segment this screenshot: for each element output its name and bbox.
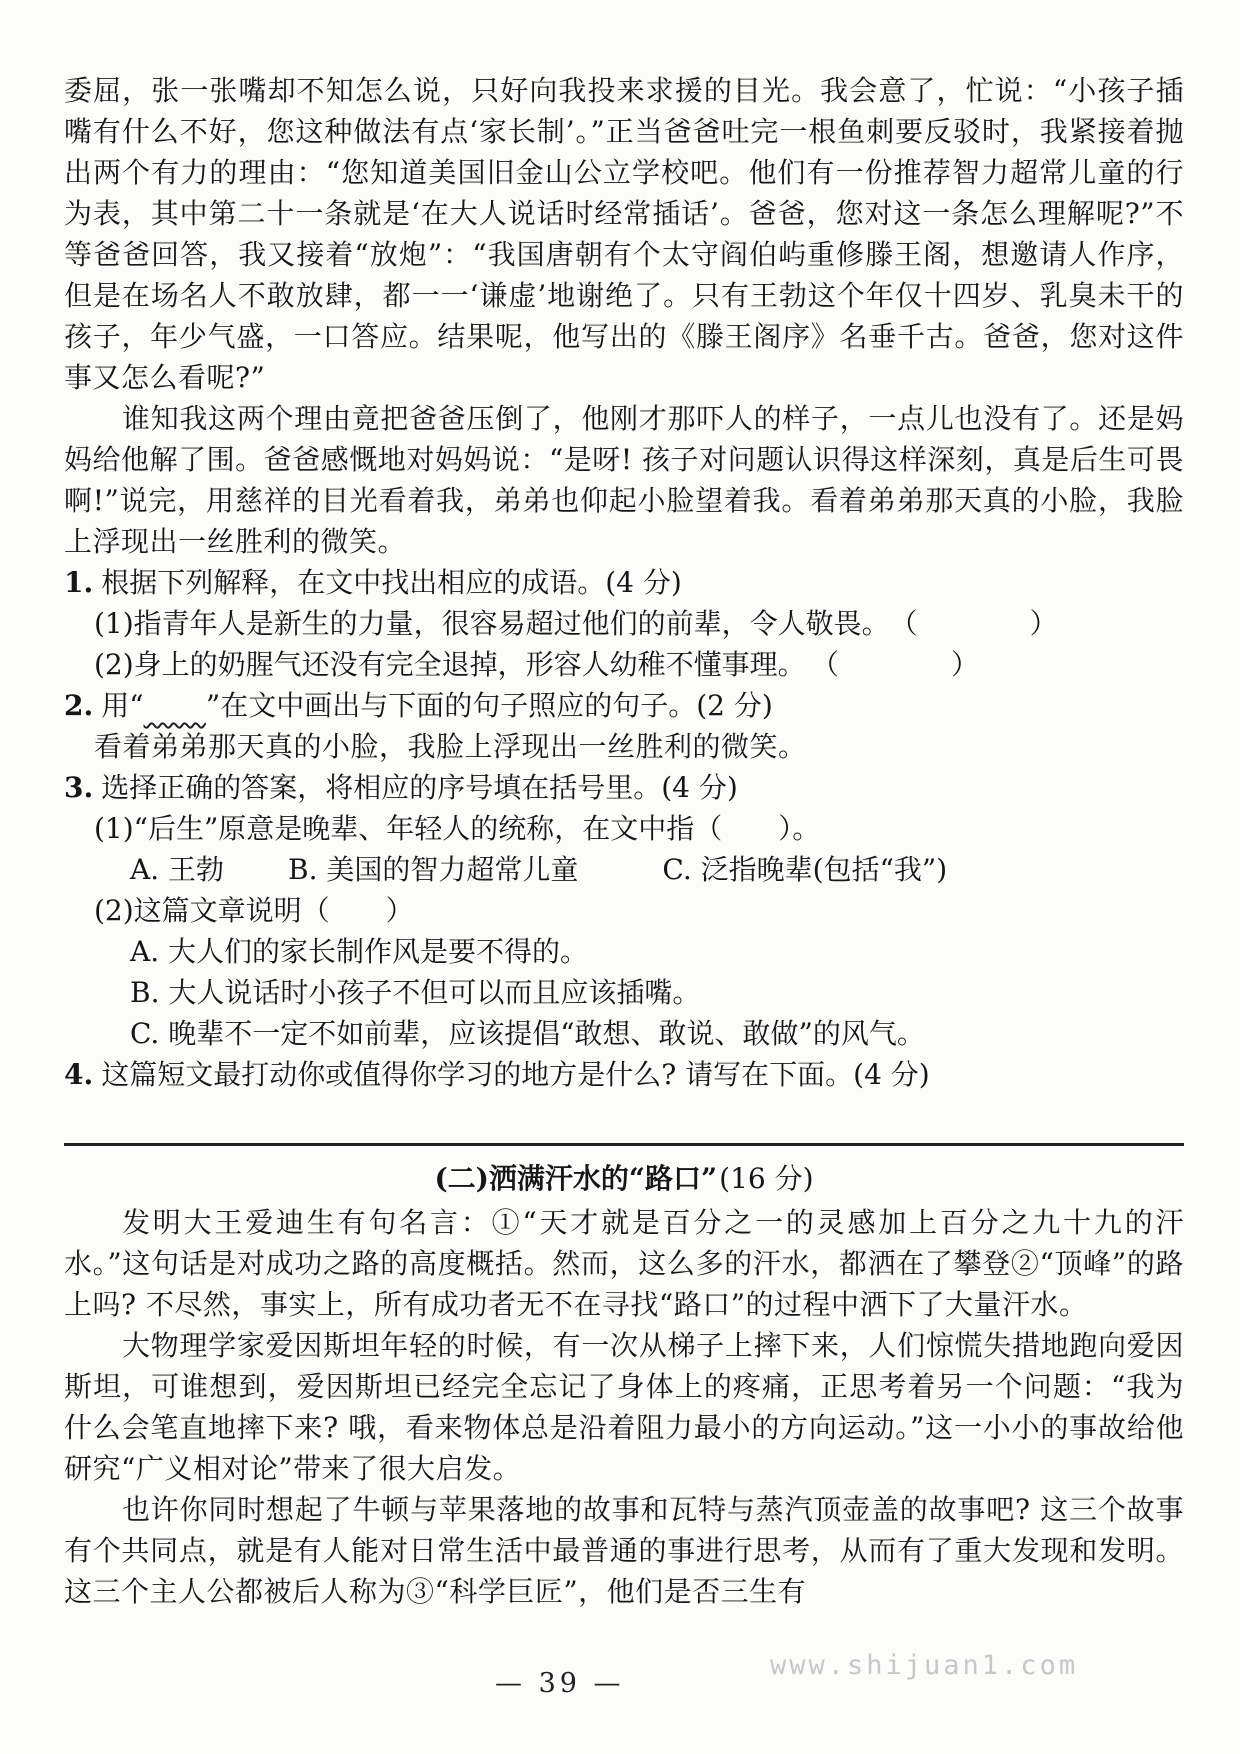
question-3-sub-1: (1)“后生”原意是晚辈、年轻人的统称，在文中指（ ）。 — [94, 812, 821, 845]
question-3 — [64, 767, 1184, 808]
option-c: C. 晚辈不一定不如前辈，应该提倡“敢想、敢说、敢做”的风气。 — [130, 1017, 925, 1050]
passage-2-paragraph-2: 大物理学家爱因斯坦年轻的时候，有一次从梯子上摔下来，人们惊慌失措地跑向爱因斯坦，可谁想到，爱因斯坦已经完全忘记了身体上的疼痛，正思考着另一个问题：“我为什么会笔直地摔下来? 哦，看来物体总是沿着阻力最小的方向运动。”这一小小的事故给他研究“广义相对论”带来了很大启发。 — [64, 1329, 1184, 1485]
answer-blank-parens: （ ） — [810, 648, 979, 681]
question-1-item-2-text: (2)身上的奶腥气还没有完全退掉，形容人幼稚不懂事理。 — [94, 648, 806, 681]
question-2 — [64, 685, 1184, 726]
option-a: A. 大人们的家长制作风是要不得的。 — [130, 935, 589, 968]
question-2-number: 2. — [64, 689, 94, 722]
passage-2-paragraph-3: 也许你同时想起了牛顿与苹果落地的故事和瓦特与蒸汽顶壶盖的故事吧? 这三个故事有个共同点，就是有人能对日常生活中最普通的事进行思考，从而有了重大发现和发明。这三个主人公都被后人称为③“科学巨匠”，他们是否三生有 — [64, 1493, 1184, 1608]
question-3-sub-2: (2)这篇文章说明（ ） — [94, 894, 414, 927]
question-3-number: 3. — [64, 771, 94, 804]
section-divider — [64, 1143, 1184, 1146]
passage-1-paragraph-2: 谁知我这两个理由竟把爸爸压倒了，他刚才那吓人的样子，一点儿也没有了。还是妈妈给他解了围。爸爸感慨地对妈妈说：“是呀! 孩子对问题认识得这样深刻，真是后生可畏啊!”说完，用慈祥的目光看着我，弟弟也仰起小脸望着我。看着弟弟那天真的小脸，我脸上浮现出一丝胜利的微笑。 — [64, 402, 1184, 558]
answer-blank-parens: （ ） — [889, 607, 1058, 640]
question-3-stem: 选择正确的答案，将相应的序号填在括号里。(4 分) — [101, 771, 738, 804]
section-2-title — [64, 1156, 1184, 1202]
question-3-sub-1-options — [130, 849, 1184, 890]
question-4-stem: 这篇短文最打动你或值得你学习的地方是什么? 请写在下面。(4 分) — [101, 1058, 930, 1091]
question-1-item-1-text: (1)指青年人是新生的力量，很容易超过他们的前辈，令人敬畏。 — [94, 607, 890, 640]
question-4 — [64, 1054, 1184, 1095]
question-1-stem: 根据下列解释，在文中找出相应的成语。(4 分) — [101, 566, 682, 599]
watermark: www.shijuan1.com — [770, 1650, 1079, 1681]
option-a: A. 王勃 — [130, 853, 225, 886]
option-c: C. 泛指晚辈(包括“我”) — [662, 853, 948, 886]
question-2-quote: 看着弟弟那天真的小脸，我脸上浮现出一丝胜利的微笑。 — [94, 730, 807, 763]
question-1-number: 1. — [64, 566, 94, 599]
question-2-stem-suffix: ”在文中画出与下面的句子照应的句子。(2 分) — [205, 689, 773, 722]
option-b: B. 大人说话时小孩子不但可以而且应该插嘴。 — [130, 976, 701, 1009]
wavy-line-blank — [144, 685, 206, 726]
question-1-item-1 — [94, 603, 1184, 644]
section-2-score: (16 分) — [719, 1162, 814, 1195]
question-2-stem-prefix: 用“ — [101, 689, 144, 722]
question-1 — [64, 562, 1184, 603]
passage-1-paragraph-1: 委屈，张一张嘴却不知怎么说，只好向我投来求援的目光。我会意了，忙说：“小孩子插嘴有什么不好，您这种做法有点‘家长制’。”正当爸爸吐完一根鱼刺要反驳时，我紧接着抛出两个有力的理由：“您知道美国旧金山公立学校吧。他们有一份推荐智力超常儿童的行为表，其中第二十一条就是‘在大人说话时经常插话’。爸爸，您对这一条怎么理解呢?”不等爸爸回答，我又接着“放炮”：“我国唐朝有个太守阎伯屿重修滕王阁，想邀请人作序，但是在场名人不敢放肆，都一一‘谦虚’地谢绝了。只有王勃这个年仅十四岁、乳臭未干的孩子，年少气盛，一口答应。结果呢，他写出的《滕王阁序》名垂千古。爸爸，您对这件事又怎么看呢?” — [64, 74, 1184, 394]
passage-2-paragraph-1: 发明大王爱迪生有句名言：①“天才就是百分之一的灵感加上百分之九十九的汗水。”这句话是对成功之路的高度概括。然而，这么多的汗水，都洒在了攀登②“顶峰”的路上吗? 不尽然，事实上，所有成功者无不在寻找“路口”的过程中洒下了大量汗水。 — [64, 1206, 1184, 1321]
question-4-number: 4. — [64, 1058, 94, 1091]
question-1-item-2 — [94, 644, 1184, 685]
option-b: B. 美国的智力超常儿童 — [288, 853, 579, 886]
page-content — [64, 70, 1184, 1612]
section-2-title-text: (二)洒满汗水的“路口” — [434, 1162, 718, 1195]
page-number: — 39 — — [495, 1668, 625, 1699]
